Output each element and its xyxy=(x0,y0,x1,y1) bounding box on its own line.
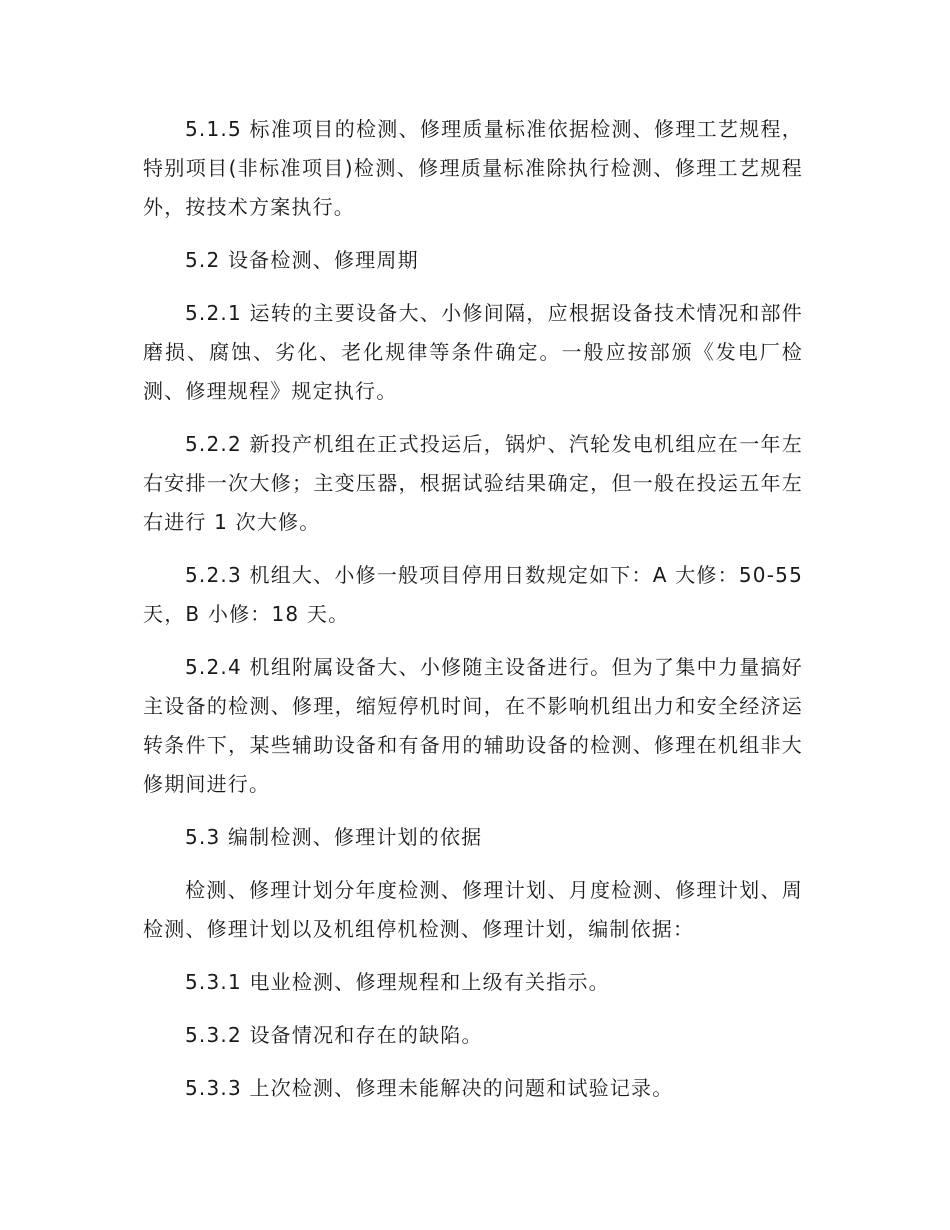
paragraph-5-3-2: 5.3.2 设备情况和存在的缺陷。 xyxy=(185,1023,483,1047)
paragraph-plan-basis: 检测、修理计划分年度检测、修理计划、月度检测、修理计划、周检测、修理计划以及机组停机检测、修理计划，编制依据： xyxy=(143,878,803,941)
paragraph-5-2-3: 5.2.3 机组大、小修一般项目停用日数规定如下：A 大修：50-55 天，B 小修：18 天。 xyxy=(143,563,803,626)
paragraph-5-2-4: 5.2.4 机组附属设备大、小修随主设备进行。但为了集中力量搞好主设备的检测、修理，缩短停机时间，在不影响机组出力和安全经济运转条件下，某些辅助设备和有备用的辅助设备的检测、修理在机组非大修期间进行。 xyxy=(143,655,803,796)
paragraph-5-2-2: 5.2.2 新投产机组在正式投运后，锅炉、汽轮发电机组应在一年左右安排一次大修；主变压器，根据试验结果确定，但一般在投运五年左右进行 1 次大修。 xyxy=(143,432,803,534)
paragraph-5-3-3: 5.3.3 上次检测、修理未能解决的问题和试验记录。 xyxy=(185,1076,674,1100)
document-body xyxy=(143,110,803,1122)
paragraph-5-3-1: 5.3.1 电业检测、修理规程和上级有关指示。 xyxy=(185,970,610,994)
paragraph-5-1-5: 5.1.5 标准项目的检测、修理质量标准依据检测、修理工艺规程，特别项目(非标准项目)检测、修理质量标准除执行检测、修理工艺规程外，按技术方案执行。 xyxy=(143,117,803,219)
paragraph-5-2-1: 5.2.1 运转的主要设备大、小修间隔，应根据设备技术情况和部件磨损、腐蚀、劣化、老化规律等条件确定。一般应按部颁《发电厂检测、修理规程》规定执行。 xyxy=(143,301,803,403)
heading-5-3: 5.3 编制检测、修理计划的依据 xyxy=(185,825,483,849)
heading-5-2: 5.2 设备检测、修理周期 xyxy=(185,248,419,272)
